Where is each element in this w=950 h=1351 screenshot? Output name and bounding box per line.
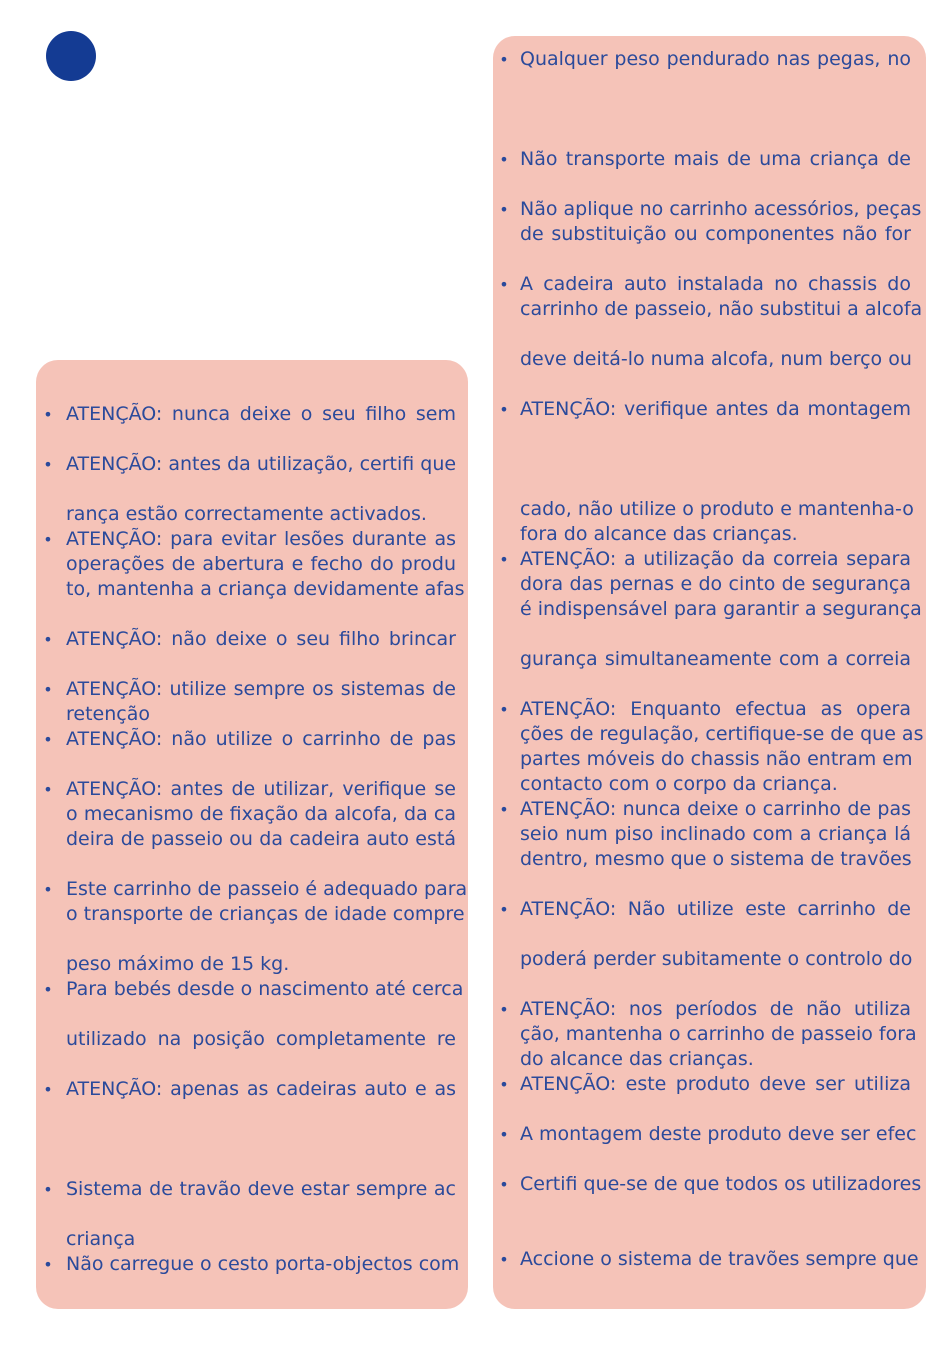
warning-text-line: retenção bbox=[66, 703, 150, 725]
bullet-marker: • bbox=[499, 400, 509, 419]
warning-text-line: poderá perder subitamente o controlo do bbox=[520, 948, 913, 970]
warning-text-line: contacto com o corpo da criança. bbox=[520, 773, 838, 795]
warning-text-line: deve deitá-lo numa alcofa, num berço ou bbox=[520, 348, 912, 370]
warning-text-line: criança bbox=[66, 1228, 136, 1250]
warning-text-line: Não transporte mais de uma criança de bbox=[520, 148, 911, 170]
bullet-marker: • bbox=[499, 800, 509, 819]
warning-text-line: Accione o sistema de travões sempre que bbox=[520, 1248, 919, 1270]
warning-text-line: fora do alcance das crianças. bbox=[520, 523, 798, 545]
warning-text-line: partes móveis do chassis não entram em bbox=[520, 748, 913, 770]
warning-text-line: ATENÇÃO: Não utilize este carrinho de bbox=[520, 898, 911, 920]
warning-text-line: ATENÇÃO: este produto deve ser utiliza bbox=[520, 1073, 911, 1095]
warning-text-line: ATENÇÃO: não utilize o carrinho de pas bbox=[66, 728, 456, 750]
warning-text-line: de substituição ou componentes não for bbox=[520, 223, 911, 245]
bullet-marker: • bbox=[43, 730, 53, 749]
warning-text-line: Certifi que-se de que todos os utilizadores bbox=[520, 1173, 922, 1195]
warning-text-line: ATENÇÃO: não deixe o seu filho brincar bbox=[66, 628, 456, 650]
warning-text-line: ATENÇÃO: para evitar lesões durante as bbox=[66, 528, 456, 550]
bullet-marker: • bbox=[499, 550, 509, 569]
warning-text-line: peso máximo de 15 kg. bbox=[66, 953, 290, 975]
warning-text-line: seio num piso inclinado com a criança lá bbox=[520, 823, 911, 845]
warning-text-line: do alcance das crianças. bbox=[520, 1048, 754, 1070]
warning-text-line: Este carrinho de passeio é adequado para bbox=[66, 878, 468, 900]
warning-text-line: Sistema de travão deve estar sempre ac bbox=[66, 1178, 456, 1200]
bullet-marker: • bbox=[43, 880, 53, 899]
warning-text-line: cado, não utilize o produto e mantenha-o bbox=[520, 498, 914, 520]
warning-text-line: ATENÇÃO: apenas as cadeiras auto e as bbox=[66, 1078, 456, 1100]
warning-text-line: dora das pernas e do cinto de segurança bbox=[520, 573, 911, 595]
bullet-marker: • bbox=[43, 1255, 53, 1274]
warning-text-line: Não aplique no carrinho acessórios, peças bbox=[520, 198, 922, 220]
warning-text-line: ATENÇÃO: antes de utilizar, verifique se bbox=[66, 778, 456, 800]
warning-text-line: dentro, mesmo que o sistema de travões bbox=[520, 848, 912, 870]
bullet-marker: • bbox=[499, 1175, 509, 1194]
bullet-marker: • bbox=[43, 980, 53, 999]
bullet-marker: • bbox=[499, 275, 509, 294]
warning-text-line: A cadeira auto instalada no chassis do bbox=[520, 273, 911, 295]
warning-text-line: Para bebés desde o nascimento até cerca bbox=[66, 978, 464, 1000]
warning-text-line: o mecanismo de fixação da alcofa, da ca bbox=[66, 803, 456, 825]
bullet-marker: • bbox=[499, 700, 509, 719]
bullet-marker: • bbox=[43, 780, 53, 799]
warning-text-line: Qualquer peso pendurado nas pegas, no bbox=[520, 48, 911, 70]
warning-text-line: é indispensável para garantir a segurança bbox=[520, 598, 922, 620]
bullet-marker: • bbox=[43, 455, 53, 474]
bullet-marker: • bbox=[499, 50, 509, 69]
bullet-marker: • bbox=[43, 405, 53, 424]
warning-text-line: ATENÇÃO: antes da utilização, certifi que bbox=[66, 453, 457, 475]
bullet-marker: • bbox=[43, 530, 53, 549]
bullet-marker: • bbox=[499, 1125, 509, 1144]
warning-text-line: gurança simultaneamente com a correia bbox=[520, 648, 911, 670]
warning-text-line: ATENÇÃO: nunca deixe o carrinho de pas bbox=[520, 798, 911, 820]
warning-text-line: ATENÇÃO: a utilização da correia separa bbox=[520, 548, 911, 570]
warning-text-line: rança estão correctamente activados. bbox=[66, 503, 427, 525]
bullet-marker: • bbox=[499, 1075, 509, 1094]
bullet-marker: • bbox=[499, 1250, 509, 1269]
warning-text-line: deira de passeio ou da cadeira auto está bbox=[66, 828, 456, 850]
warning-text-line: ATENÇÃO: Enquanto efectua as opera bbox=[520, 698, 911, 720]
page-badge bbox=[46, 31, 96, 81]
bullet-marker: • bbox=[43, 680, 53, 699]
warning-text-line: carrinho de passeio, não substitui a alcofa bbox=[520, 298, 923, 320]
warning-text-line: utilizado na posição completamente re bbox=[66, 1028, 456, 1050]
bullet-marker: • bbox=[499, 900, 509, 919]
bullet-marker: • bbox=[499, 150, 509, 169]
warning-text-line: Não carregue o cesto porta-objectos com bbox=[66, 1253, 460, 1275]
warning-text-line: ATENÇÃO: verifique antes da montagem bbox=[520, 398, 911, 420]
warning-text-line: A montagem deste produto deve ser efec bbox=[520, 1123, 917, 1145]
bullet-marker: • bbox=[43, 1180, 53, 1199]
warning-text-line: o transporte de crianças de idade compre bbox=[66, 903, 465, 925]
warning-text-line: ATENÇÃO: nunca deixe o seu filho sem bbox=[66, 403, 456, 425]
warning-text-line: to, mantenha a criança devidamente afas bbox=[66, 578, 465, 600]
bullet-marker: • bbox=[499, 200, 509, 219]
bullet-marker: • bbox=[43, 1080, 53, 1099]
warning-text-line: ções de regulação, certifique-se de que as bbox=[520, 723, 924, 745]
warning-text-line: operações de abertura e fecho do produ bbox=[66, 553, 456, 575]
bullet-marker: • bbox=[43, 630, 53, 649]
bullet-marker: • bbox=[499, 1000, 509, 1019]
warning-text-line: ATENÇÃO: utilize sempre os sistemas de bbox=[66, 678, 456, 700]
warning-text-line: ATENÇÃO: nos períodos de não utiliza bbox=[520, 998, 911, 1020]
warning-text-line: ção, mantenha o carrinho de passeio fora bbox=[520, 1023, 917, 1045]
